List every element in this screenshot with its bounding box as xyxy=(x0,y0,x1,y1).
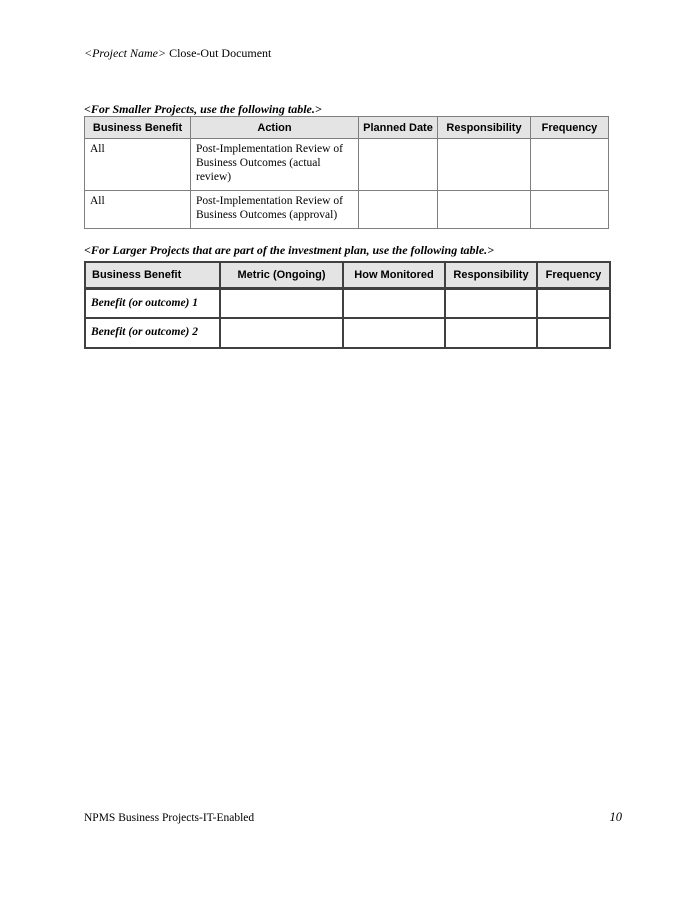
cell-metric xyxy=(220,318,343,348)
column-header-responsibility: Responsibility xyxy=(445,262,537,288)
cell-how-monitored xyxy=(343,288,445,318)
cell-planned-date xyxy=(359,191,438,229)
table-row xyxy=(85,191,609,229)
cell-planned-date xyxy=(359,139,438,191)
smaller-projects-caption: <For Smaller Projects, use the following table.> xyxy=(84,102,322,116)
cell-responsibility xyxy=(445,288,537,318)
smaller-projects-table xyxy=(84,116,609,229)
cell-frequency xyxy=(531,191,609,229)
table-row xyxy=(85,318,610,348)
cell-action: Post-Implementation Review of Business Outcomes (actual review) xyxy=(191,139,359,191)
table-row xyxy=(85,288,610,318)
cell-responsibility xyxy=(438,139,531,191)
column-header-frequency: Frequency xyxy=(531,117,609,139)
column-header-business-benefit: Business Benefit xyxy=(85,117,191,139)
cell-frequency xyxy=(531,139,609,191)
column-header-business-benefit: Business Benefit xyxy=(85,262,220,288)
cell-business-benefit: All xyxy=(85,191,191,229)
cell-business-benefit: Benefit (or outcome) 1 xyxy=(85,288,220,318)
column-header-action: Action xyxy=(191,117,359,139)
larger-projects-table xyxy=(84,261,611,349)
smaller-projects-header-row xyxy=(85,117,609,139)
cell-responsibility xyxy=(445,318,537,348)
cell-how-monitored xyxy=(343,318,445,348)
footer-page-number: 10 xyxy=(609,810,622,824)
column-header-how-monitored: How Monitored xyxy=(343,262,445,288)
cell-business-benefit: All xyxy=(85,139,191,191)
document-header xyxy=(84,46,271,61)
column-header-planned-date: Planned Date xyxy=(359,117,438,139)
cell-frequency xyxy=(537,318,610,348)
document-title: Close-Out Document xyxy=(169,46,272,60)
cell-frequency xyxy=(537,288,610,318)
project-name-placeholder: <Project Name> xyxy=(84,46,167,60)
column-header-responsibility: Responsibility xyxy=(438,117,531,139)
larger-projects-caption: <For Larger Projects that are part of the investment plan, use the following table.> xyxy=(84,243,495,257)
footer-document-name: NPMS Business Projects-IT-Enabled xyxy=(84,812,255,824)
cell-business-benefit: Benefit (or outcome) 2 xyxy=(85,318,220,348)
table-row xyxy=(85,139,609,191)
cell-action: Post-Implementation Review of Business Outcomes (approval) xyxy=(191,191,359,229)
cell-responsibility xyxy=(438,191,531,229)
column-header-frequency: Frequency xyxy=(537,262,610,288)
larger-projects-header-row xyxy=(85,262,610,288)
column-header-metric-ongoing: Metric (Ongoing) xyxy=(220,262,343,288)
cell-metric xyxy=(220,288,343,318)
